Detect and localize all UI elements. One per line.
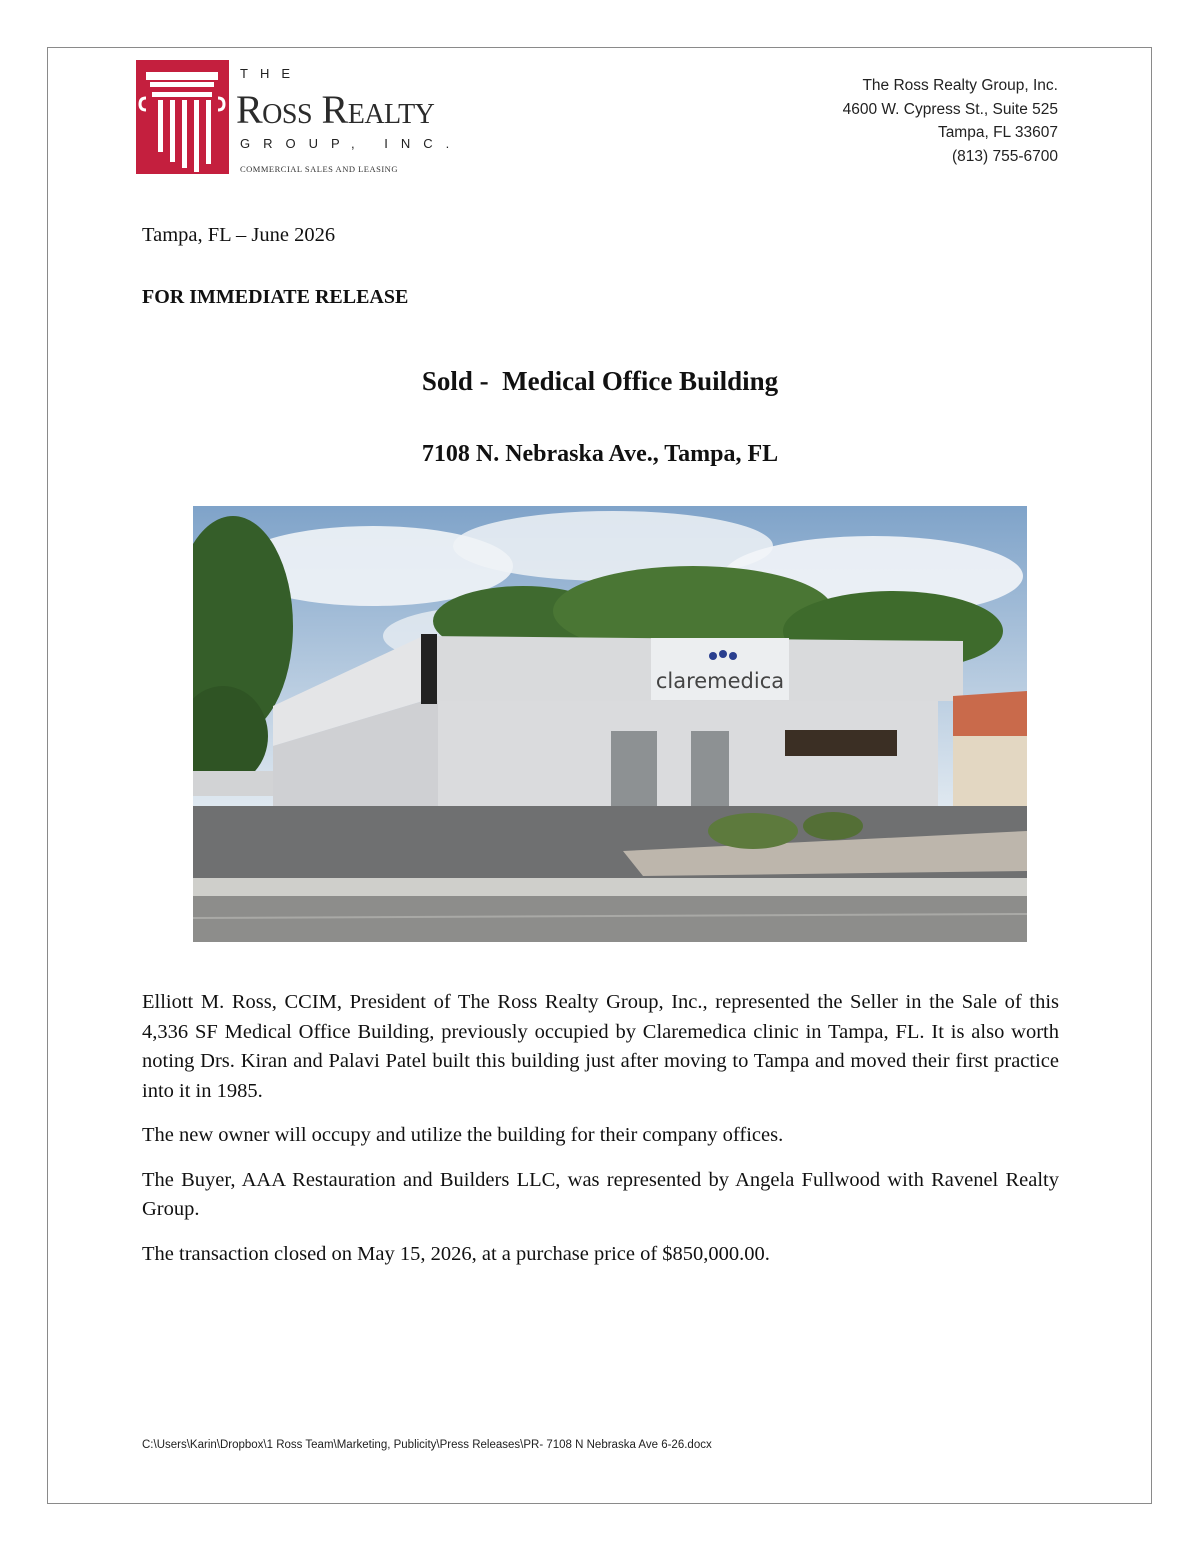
body-paragraph-3: The Buyer, AAA Restauration and Builders LLC, was represented by Angela Fullwood with Ravenel Realty Group. [142, 1168, 1059, 1220]
address-street: 4600 W. Cypress St., Suite 525 [842, 100, 1058, 118]
dateline: Tampa, FL – June 2026 [142, 224, 336, 246]
press-release-body [142, 988, 1059, 1284]
claremedica-sign: claremedica [655, 669, 785, 693]
release-label: FOR IMMEDIATE RELEASE [142, 286, 409, 308]
body-paragraph-4: The transaction closed on May 15, 2026, at a purchase price of $850,000.00. [142, 1242, 770, 1265]
file-path-footer: C:\Users\Karin\Dropbox\1 Ross Team\Marketing, Publicity\Press Releases\PR- 7108 N Nebraska Ave 6-26.docx [142, 1439, 712, 1451]
company-logo [136, 60, 481, 178]
company-address [843, 74, 1058, 168]
body-paragraph-1: Elliott M. Ross, CCIM, President of The Ross Realty Group, Inc., represented the Seller in the Sale of this 4,336 SF Medical Office Building, previously occupied by Claremedica clinic in Tampa, FL. It is also worth noting Drs. Kiran and Palavi Patel built this building just after moving to Tampa and moved their first practice into it in 1985. [142, 991, 1059, 1102]
logo-tagline: COMMERCIAL SALES AND LEASING [240, 164, 398, 174]
address-company-name: The Ross Realty Group, Inc. [862, 77, 1058, 94]
column-logo-icon [136, 60, 229, 174]
body-paragraph-2: The new owner will occupy and utilize the building for their company offices. [142, 1124, 784, 1146]
headline: Sold - Medical Office Building [421, 366, 779, 396]
address-city: Tampa, FL 33607 [937, 124, 1058, 141]
building-photo [193, 506, 1027, 942]
address-phone: (813) 755-6700 [952, 147, 1058, 165]
logo-group-text: GROUP, INC. [240, 136, 463, 151]
property-address-heading: 7108 N. Nebraska Ave., Tampa, FL [421, 441, 779, 467]
logo-name-text: Ross Realty [236, 87, 435, 132]
logo-the-text: THE [240, 66, 302, 81]
